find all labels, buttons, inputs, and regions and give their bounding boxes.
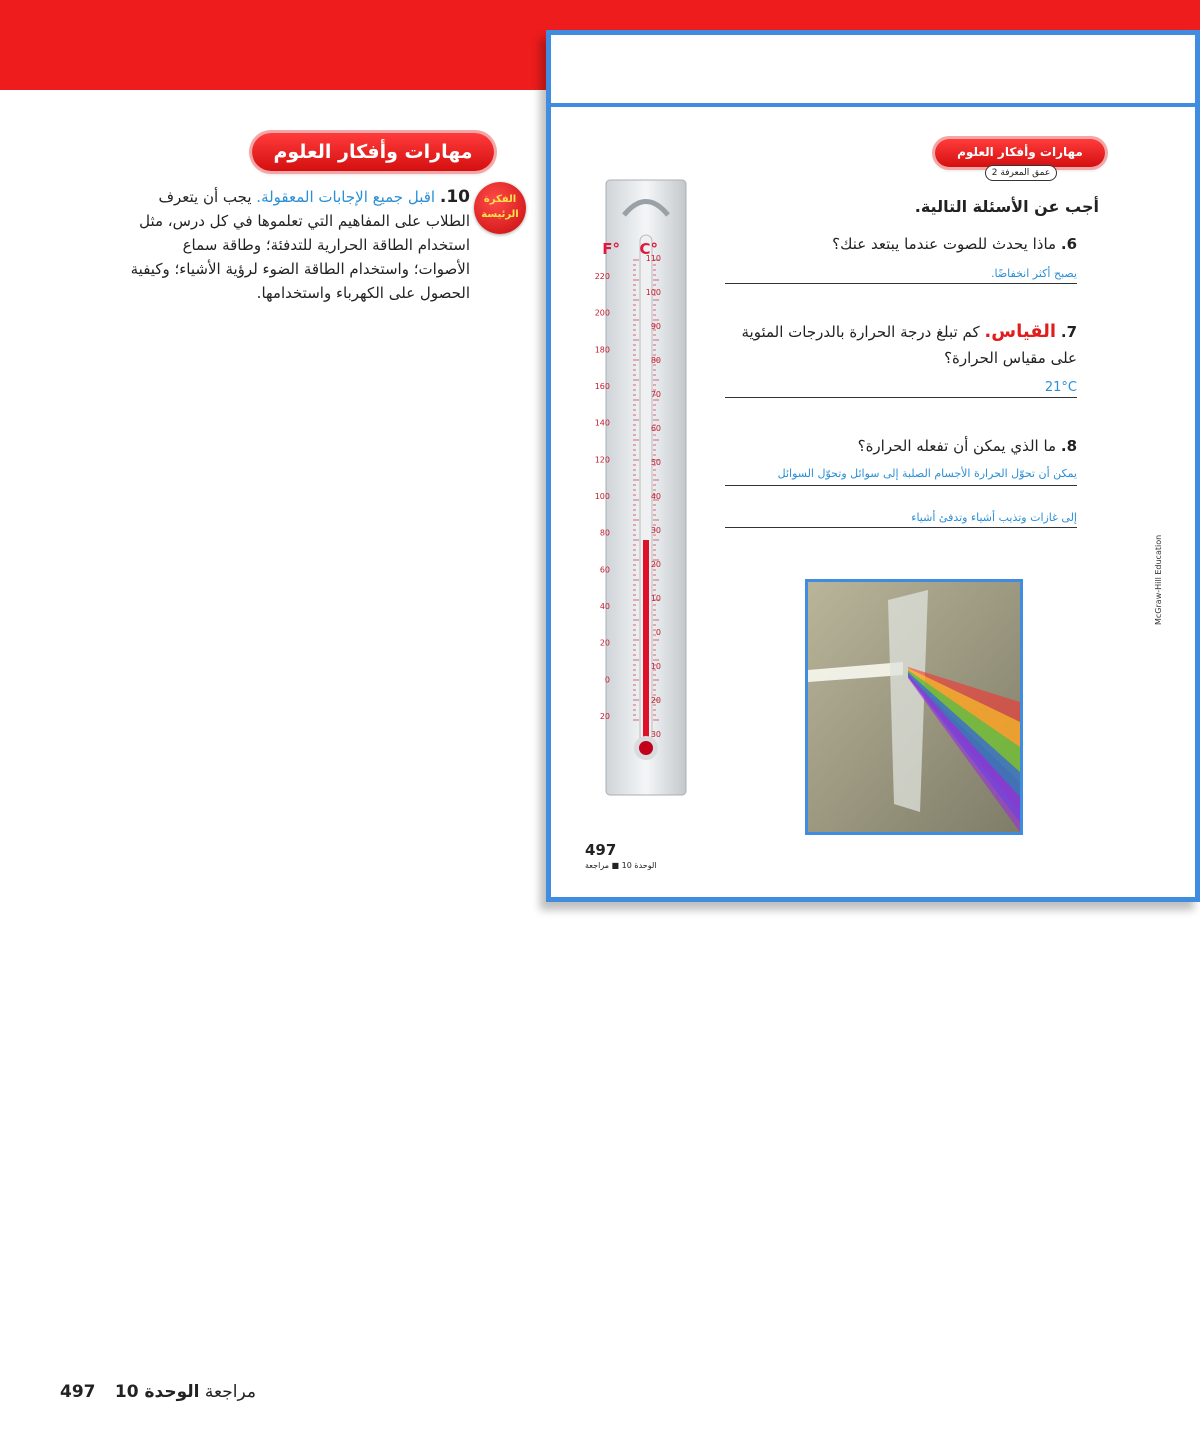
answer-line <box>725 397 1077 398</box>
question-number: 10. <box>439 187 470 207</box>
f-tick-label: 100 <box>594 492 610 501</box>
f-tick-label: 20 <box>599 638 610 648</box>
f-tick-label: 60 <box>599 565 610 575</box>
q6-number: 6. <box>1060 235 1077 253</box>
answer-line <box>725 527 1077 528</box>
reduced-student-page <box>546 30 1200 902</box>
instructions-heading: أجب عن الأسئلة التالية. <box>914 197 1099 216</box>
f-tick-label: 180 <box>594 345 610 355</box>
c-tick-label: 60 <box>650 424 661 433</box>
f-tick-label: 0 <box>604 675 610 685</box>
prism-image <box>805 579 1023 835</box>
section-title-pill: مهارات وأفكار العلوم <box>252 133 494 171</box>
c-tick-label: 20 <box>650 560 661 569</box>
page-header-band <box>551 35 1195 107</box>
c-tick-label: 90 <box>650 322 661 331</box>
answer-intro: اقبل جميع الإجابات المعقولة. <box>256 188 436 206</box>
c-tick-label: 100 <box>645 288 661 297</box>
unit-c-label: °C <box>639 240 658 258</box>
c-tick-label: 70 <box>650 390 661 399</box>
q8-text: ما الذي يمكن أن تفعله الحرارة؟ <box>857 437 1057 455</box>
dok-badge: عمق المعرفة 2 <box>985 165 1057 181</box>
q7-answer: 21°C <box>1044 380 1077 395</box>
q7-number: 7. <box>1060 323 1077 341</box>
c-tick-label: 10 <box>650 662 661 671</box>
reduced-section-pill: مهارات وأفكار العلوم <box>935 139 1105 167</box>
badge-line1: الفكرة <box>483 194 517 205</box>
q8-answer-line2: إلى غازات وتذيب أشياء وتدفئ أشياء <box>911 511 1077 524</box>
f-tick-label: 40 <box>599 602 610 611</box>
f-tick-label: 200 <box>594 308 610 318</box>
question-8 <box>717 433 1077 459</box>
footer-review: مراجعة <box>204 1382 256 1402</box>
answer-text: يجب أن يتعرف الطلاب على المفاهيم التي تعلموها في كل درس، مثل استخدام الطاقة الحرارية للتدفئة؛ وطاقة سماع الأصوات؛ واستخدام الطاقة الضوء لرؤية الأشياء؛ وكيفية الحصول على الكهرباء واستخدامها. <box>130 188 470 302</box>
q7-text: كم تبلغ درجة الحرارة بالدرجات المئوية على مقياس الحرارة؟ <box>741 323 1077 367</box>
f-tick-label: 220 <box>594 272 610 281</box>
reduced-page-subtitle: الوحدة 10 ■ مراجعة <box>585 861 657 870</box>
f-tick-label: 20 <box>599 712 610 721</box>
c-tick-label: 110 <box>645 254 661 263</box>
question-7 <box>717 319 1077 371</box>
footer-page-number: 497 <box>60 1382 96 1402</box>
q6-answer: يصبح أكثر انخفاضًا. <box>990 267 1077 280</box>
q8-number: 8. <box>1060 437 1077 455</box>
reduced-page-number: 497 <box>585 841 617 859</box>
c-tick-label: 50 <box>650 458 661 467</box>
photo-credit: McGraw-Hill Education <box>1154 534 1163 625</box>
f-tick-label: 140 <box>594 418 610 428</box>
main-idea-badge <box>474 182 526 234</box>
c-tick-label: 80 <box>650 356 661 365</box>
q7-label: القياس. <box>984 321 1057 342</box>
c-tick-label: 40 <box>650 492 661 501</box>
badge-line2: الرئيسة <box>481 209 519 220</box>
c-tick-label: 10 <box>650 594 661 603</box>
unit-f-label: °F <box>602 240 620 258</box>
footer-unit: الوحدة 10 <box>114 1382 200 1402</box>
page-footer <box>60 1382 256 1402</box>
c-tick-label: 20 <box>650 696 661 705</box>
q6-text: ماذا يحدث للصوت عندما يبتعد عنك؟ <box>832 235 1057 253</box>
answer-line <box>725 485 1077 486</box>
c-tick-label: 0 <box>655 628 661 637</box>
question-6 <box>717 231 1077 257</box>
c-tick-label: 30 <box>650 526 661 535</box>
f-tick-label: 80 <box>599 528 610 538</box>
f-tick-label: 120 <box>594 455 610 465</box>
c-tick-label: 30 <box>650 730 661 739</box>
answer-line <box>725 283 1077 284</box>
question-10 <box>130 185 470 305</box>
f-tick-label: 160 <box>594 382 610 391</box>
q8-answer-line1: يمكن أن تحوّل الحرارة الأجسام الصلبة إلى سوائل وتحوّل السوائل <box>777 467 1077 480</box>
thermometer-image <box>594 180 686 795</box>
